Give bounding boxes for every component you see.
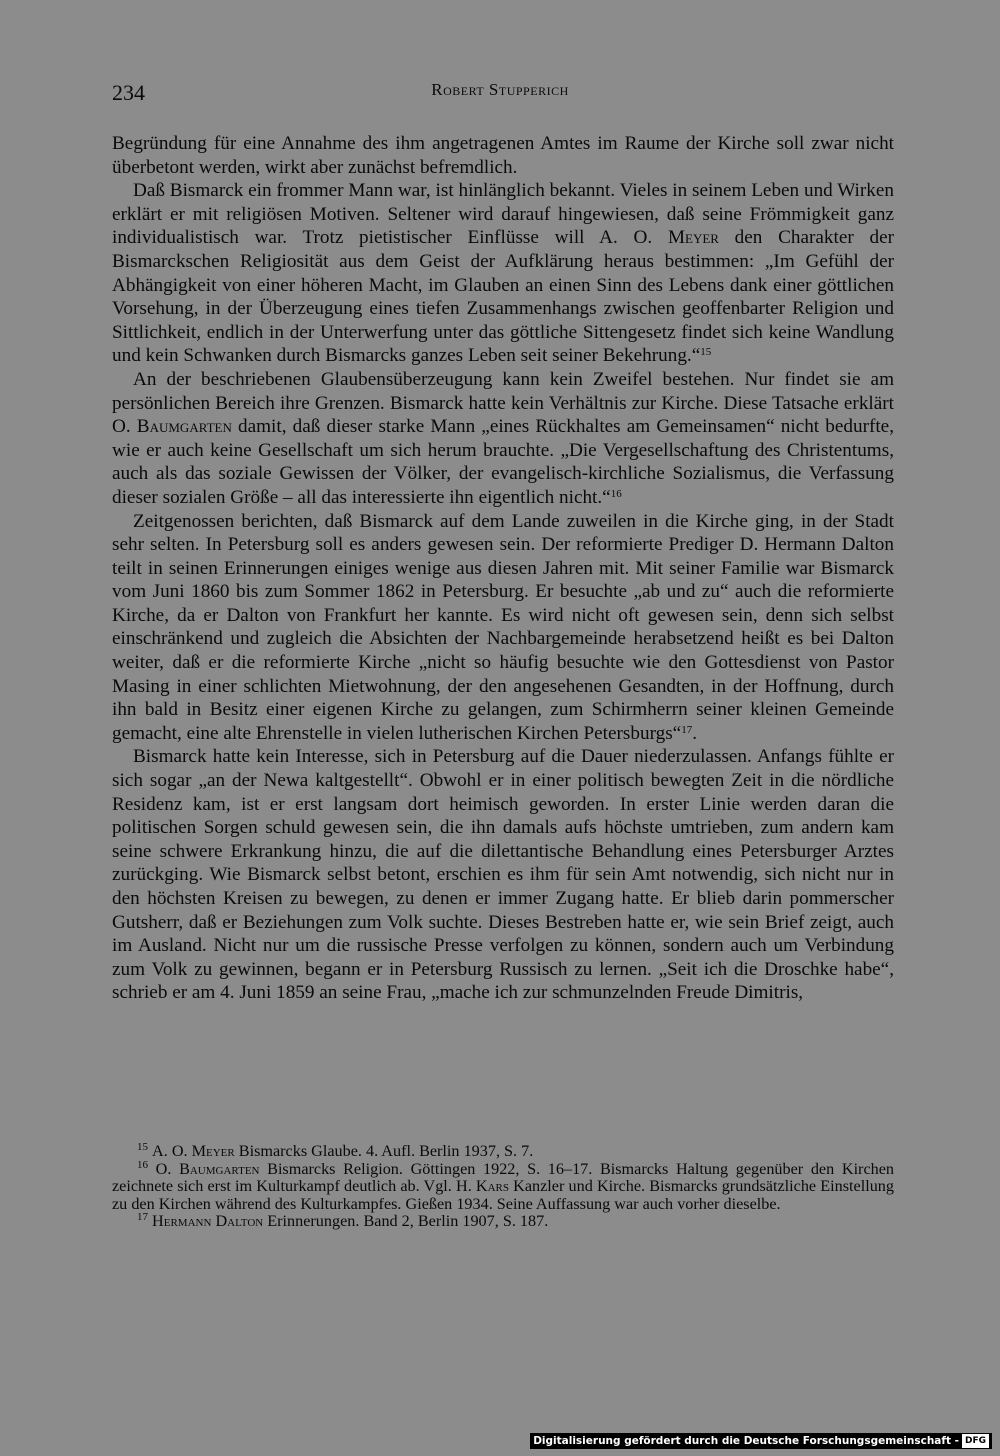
footnote-ref: 15	[700, 346, 712, 359]
page-number: 234	[112, 80, 145, 105]
digitization-note: Digitalisierung gefördert durch die Deutsche Forschungsgemeinschaft -	[533, 1435, 959, 1447]
text-span: den Charakter der Bismarckschen Religiosität aus dem Geist der Aufklärung heraus bestimmen: „Im Gefühl der Abhängigkeit von einer höheren Macht, im Glauben an einen Sinn des Lebens dank einer göttlichen Vorsehung, in der Überzeugung eines tiefen Zusammenhangs zwischen geoffenbarter Religion und Sittlichkeit, endlich in der Unterwerfung unter das göttliche Sittengesetz findet sich keine Wandlung und kein Schwanken durch Bismarcks ganzes Leben seit seiner Bekehrung.“	[112, 227, 894, 367]
footnote-author: A. O. Meyer	[152, 1142, 235, 1160]
footnote-number: 17	[137, 1211, 148, 1224]
footnote-author: Hermann Dalton	[152, 1212, 264, 1231]
text-span: .	[692, 722, 697, 744]
digitization-footer	[530, 1433, 992, 1449]
footnote	[112, 1158, 895, 1214]
footnote	[112, 1213, 894, 1231]
paragraph	[112, 510, 894, 746]
footnote-ref: 17	[681, 723, 693, 736]
footnote-number: 16	[137, 1158, 148, 1171]
footnote	[112, 1143, 894, 1161]
text-span: Zeitgenossen berichten, daß Bismarck auf dem Lande zuweilen in die Kirche ging, in der Stadt sehr selten. In Petersburg soll es anders gewesen sein. Der reformierte Prediger D. Hermann Dalton teilt in seinen Erinnerungen einiges wenige aus diesen Jahren mit. Mit seiner Familie war Bismarck vom Juni 1860 bis zum Sommer 1862 in Petersburg. Er besuchte „ab und zu“ auch die reformierte Kirche, da er Dalton von Frankfurt her kannte. Es wird nicht oft gewesen sein, denn sich selbst einschränkend und zugleich die Absichten der Nachbargemeinde herabsetzend heißt es bei Dalton weiter, daß er die reformierte Kirche „nicht so häufig besuchte wie den Gottesdienst von Pastor Masing in einer schlichten Mietwohnung, der den angesehenen Gesandten, in der Hoffnung, durch ihn bald in Besitz einer eigenen Kirche zu gelangen, zum Schirmherrn seiner kleinen Gemeinde gemacht, eine alte Ehrenstelle in vielen lutherischen Kirchen Petersburgs“	[112, 510, 894, 744]
text-span: An der beschriebenen Glaubensüberzeugung kann kein Zweifel bestehen. Nur findet sie am persönlichen Bereich ihre Grenzen. Bismarck hatte kein Verhältnis zur Kirche. Diese Tatsache erklärt O.	[112, 368, 894, 438]
paragraph	[112, 179, 894, 368]
paragraph: Begründung für eine Annahme des ihm angetragenen Amtes im Raume der Kirche soll zwar nicht überbetont werden, wirkt aber zunächst befremdlich.	[112, 133, 894, 178]
footnote-ref: 16	[610, 487, 622, 500]
footnote-author: Kars	[475, 1177, 509, 1196]
footnote-author: O. Baumgarten	[155, 1159, 260, 1178]
footnote-text: Bismarcks Religion. Göttingen 1922, S. 16–17. Bismarcks Haltung gegenüber den Kirchen zeichnete sich erst im Kulturkampf deutlich ab. Vgl. H.	[112, 1159, 895, 1196]
footnotes	[112, 1143, 894, 1231]
author-name: Baumgarten	[136, 416, 232, 438]
body-text	[112, 132, 894, 1005]
paragraph: Bismarck hatte kein Interesse, sich in Petersburg auf die Dauer niederzulassen. Anfangs fühlte er sich sogar „an der Newa kaltgestellt“. Obwohl er in einer politisch bewegten Zeit in die nördliche Residenz kam, ist er erst langsam dort heimisch geworden. In erster Linie werden daran die politischen Sorgen schuld gewesen sein, die ihn damals aufs höchste umtrieben, zum andern kam seine schwere Erkrankung hinzu, die auf die dilettantische Behandlung eines Petersburger Arztes zurückging. Wie Bismarck selbst betont, erschien es ihm für sein Amt notwendig, sich nicht nur in den höchsten Kreisen zu bewegen, zu denen er immer Zugang hatte. Er blieb darin pommerscher Gutsherr, daß er Beziehungen zum Volk suchte. Dieses Bestreben hatte er, wie sein Brief zeigt, auch im Ausland. Nicht nur um die russische Presse verfolgen zu können, sondern auch um Verbindung zum Volk zu gewinnen, begann er in Petersburg Russisch zu lernen. „Seit ich die Droschke habe“, schrieb er am 4. Juni 1859 an seine Frau, „mache ich zur schmunzelnden Freude Dimitris,	[112, 746, 894, 1004]
footnote-text: Bismarcks Glaube. 4. Aufl. Berlin 1937, S. 7.	[234, 1142, 534, 1160]
author-name: Meyer	[667, 227, 719, 249]
dfg-logo-icon: DFG	[962, 1434, 989, 1448]
text-span: damit, daß dieser starke Mann „eines Rückhaltes am Gemeinsamen“ nicht bedurfte, wie er auch keine Gesellschaft um sich herum brauchte. „Die Vergesellschaftung des Christentums, auch als das soziale Gewissen der Völker, der evangelisch-kirchliche Sozialismus, die Verfassung dieser sozialen Größe – all das interessierte ihn eigentlich nicht.“	[112, 416, 894, 508]
text-span: Daß Bismarck ein frommer Mann war, ist hinlänglich bekannt. Vieles in seinem Leben und Wirken erklärt er mit religiösen Motiven. Seltener wird darauf hingewiesen, daß seine Frömmigkeit ganz individualistisch war. Trotz pietistischer Einflüsse will A. O.	[112, 180, 894, 249]
paragraph	[112, 368, 894, 510]
footnote-text: Erinnerungen. Band 2, Berlin 1907, S. 187.	[263, 1212, 549, 1231]
footnote-text: Kanzler und Kirche. Bismarcks grundsätzliche Einstellung zu den Kirchen während des Kulturkampfes. Gießen 1934. Seine Auffassung war auch vorher dieselbe.	[112, 1177, 894, 1213]
footnote-number: 15	[137, 1141, 148, 1153]
running-head: Robert Stupperich	[431, 80, 569, 99]
